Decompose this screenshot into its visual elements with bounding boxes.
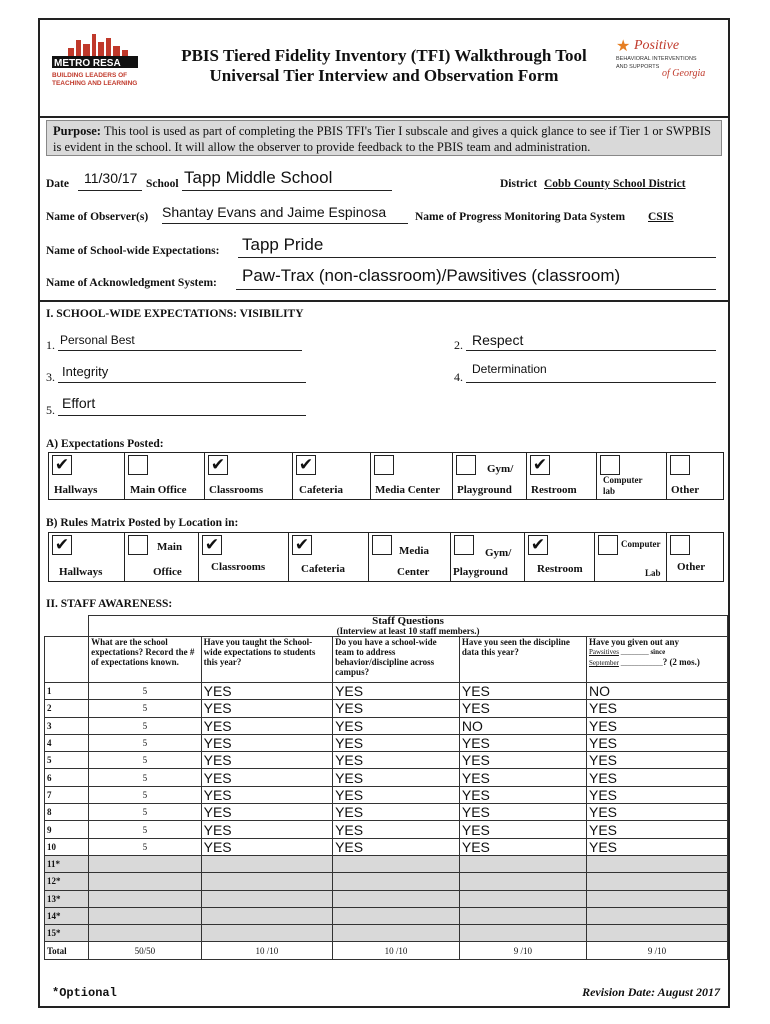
table-row [45, 786, 728, 803]
posted-computer-lab[interactable] [597, 453, 667, 499]
optional-cell[interactable] [333, 855, 460, 872]
matrix-label: Other [677, 561, 706, 573]
expectation-item-4 [454, 370, 463, 385]
taught-answer[interactable]: YES [201, 786, 332, 803]
taught-answer[interactable]: YES [201, 821, 332, 838]
checkbox[interactable]: ✔ [292, 535, 312, 555]
col-header-discipline: Have you seen the discipline data this year? [459, 637, 586, 683]
expectations-known[interactable]: 5 [89, 683, 202, 700]
col5-tail: ? (2 mos.) [662, 657, 700, 667]
taught-answer[interactable]: YES [201, 700, 332, 717]
matrix-label: Classrooms [211, 561, 266, 573]
logo-left-title: METRO RESA [54, 58, 121, 69]
expectations-value: Tapp Pride [242, 235, 324, 254]
taught-answer[interactable]: YES [201, 838, 332, 855]
matrix-label-line2: Lab [645, 568, 661, 578]
posted-hallways[interactable] [49, 453, 125, 499]
matrix-cafeteria[interactable] [289, 533, 369, 581]
team-answer[interactable]: YES [333, 752, 460, 769]
row-num-header [45, 637, 89, 683]
optional-cell[interactable] [89, 873, 202, 890]
taught-answer[interactable]: YES [201, 752, 332, 769]
discipline-answer[interactable]: YES [459, 838, 586, 855]
posted-label: Main Office [130, 484, 187, 496]
discipline-answer[interactable]: YES [459, 786, 586, 803]
purpose-label: Purpose: [53, 124, 101, 138]
expectations-known[interactable]: 5 [89, 717, 202, 734]
checkbox[interactable] [456, 455, 476, 475]
total-row [45, 942, 728, 959]
matrix-label-line2: Playground [453, 566, 508, 578]
staff-questions-table [44, 615, 728, 960]
table-row [45, 717, 728, 734]
matrix-classrooms[interactable] [199, 533, 289, 581]
optional-row [45, 890, 728, 907]
posted-label: Gym/ [487, 463, 514, 475]
optional-cell[interactable] [201, 873, 332, 890]
discipline-answer[interactable]: YES [459, 752, 586, 769]
optional-row [45, 907, 728, 924]
expectations-known[interactable]: 5 [89, 752, 202, 769]
optional-cell[interactable] [89, 890, 202, 907]
given-out-answer[interactable]: YES [587, 717, 728, 734]
row-number[interactable]: 5 [45, 752, 89, 769]
purpose-text: This tool is used as part of completing the PBIS TFI's Tier I subscale and gives a quick glance to see if Tier 1 or SWPBIS is evident in the school. It will allow the observer to provide feedback to the PBIS team and administration. [53, 124, 712, 154]
optional-row [45, 873, 728, 890]
matrix-label: Computer [621, 539, 661, 549]
checkbox[interactable]: ✔ [528, 535, 548, 555]
total-team: 10 /10 [333, 942, 460, 959]
expectation-num: 3. [46, 370, 55, 384]
form-subtitle: Universal Tier Interview and Observation Form [209, 66, 559, 85]
total-label: Total [45, 942, 89, 959]
expectation-item-2 [454, 338, 463, 353]
posted-restroom[interactable] [527, 453, 597, 499]
observer-value: Shantay Evans and Jaime Espinosa [162, 204, 387, 220]
team-answer[interactable]: YES [333, 734, 460, 751]
school-label: School [146, 178, 179, 190]
table-row [45, 769, 728, 786]
row-number: 11* [45, 855, 89, 872]
pm-label: Name of Progress Monitoring Data System [415, 211, 626, 223]
star-icon: ★ [616, 38, 631, 55]
posted-label: Hallways [54, 484, 98, 496]
checkbox[interactable] [128, 535, 148, 555]
expectation-field-4[interactable] [466, 362, 716, 383]
col5-line2: Pawsitives ________ since [589, 648, 666, 656]
table-row [45, 700, 728, 717]
matrix-computer-lab[interactable] [595, 533, 667, 581]
optional-rows [45, 855, 728, 941]
date-value: 11/30/17 [84, 170, 138, 186]
given-out-answer[interactable]: NO [587, 683, 728, 700]
table-title-row [45, 616, 728, 637]
discipline-answer[interactable]: YES [459, 769, 586, 786]
date-field[interactable] [78, 170, 142, 191]
matrix-media-center[interactable] [369, 533, 451, 581]
matrix-main-office[interactable] [125, 533, 199, 581]
table-subtitle: (Interview at least 10 staff members.) [336, 626, 480, 636]
matrix-label-line2: Center [397, 566, 430, 578]
row-number[interactable]: 9 [45, 821, 89, 838]
matrix-gym-playground[interactable] [451, 533, 525, 581]
total-expectations: 50/50 [89, 942, 202, 959]
taught-answer[interactable]: YES [201, 769, 332, 786]
date-label: Date [46, 178, 69, 190]
col-header-taught: Have you taught the School-wide expectations to students this year? [201, 637, 332, 683]
table-row [45, 838, 728, 855]
expectation-field-1[interactable] [58, 333, 302, 351]
expectations-label: Name of School-wide Expectations: [46, 245, 220, 257]
row-number[interactable]: 8 [45, 804, 89, 821]
row-number[interactable]: 7 [45, 786, 89, 803]
checkbox[interactable] [598, 535, 618, 555]
checkbox[interactable]: ✔ [52, 455, 72, 475]
school-value: Tapp Middle School [184, 168, 333, 187]
matrix-grid [48, 532, 724, 582]
discipline-answer[interactable]: YES [459, 821, 586, 838]
team-answer[interactable]: YES [333, 821, 460, 838]
matrix-other[interactable] [667, 533, 722, 581]
expectation-value-3: Integrity [62, 364, 109, 379]
staff-questions-title [89, 616, 728, 637]
row-number: 14* [45, 907, 89, 924]
posted-classrooms[interactable] [205, 453, 293, 499]
row-number[interactable]: 3 [45, 717, 89, 734]
logo-right-line3: of Georgia [662, 68, 706, 79]
given-out-answer[interactable]: YES [587, 752, 728, 769]
col5-since: since [650, 648, 666, 656]
optional-cell[interactable] [587, 925, 728, 942]
total-given-out: 9 /10 [587, 942, 728, 959]
posted-label: Cafeteria [299, 484, 343, 496]
matrix-label: Media [399, 545, 429, 557]
matrix-label: Hallways [59, 566, 103, 578]
row-number[interactable]: 4 [45, 734, 89, 751]
district-label: District [500, 178, 538, 190]
col5-hand1: Pawsitives [589, 648, 619, 656]
checkbox[interactable] [600, 455, 620, 475]
given-out-answer[interactable]: YES [587, 821, 728, 838]
logo-right-title: Positive [634, 38, 680, 53]
expectation-item-3 [46, 370, 55, 385]
team-answer[interactable]: YES [333, 717, 460, 734]
checkbox[interactable] [374, 455, 394, 475]
optional-cell[interactable] [587, 890, 728, 907]
row-number[interactable]: 6 [45, 769, 89, 786]
matrix-label-line2: Office [153, 566, 182, 578]
expectations-known[interactable]: 5 [89, 804, 202, 821]
optional-cell[interactable] [201, 925, 332, 942]
optional-cell[interactable] [587, 873, 728, 890]
taught-answer[interactable]: YES [201, 683, 332, 700]
optional-cell[interactable] [89, 925, 202, 942]
optional-cell[interactable] [459, 890, 586, 907]
optional-cell[interactable] [459, 873, 586, 890]
expectations-known[interactable]: 5 [89, 734, 202, 751]
checkbox[interactable] [454, 535, 474, 555]
expectation-num: 4. [454, 370, 463, 384]
optional-cell[interactable] [587, 907, 728, 924]
posted-main-office[interactable] [125, 453, 205, 499]
col-header-expectations: What are the school expectations? Record the # of expectations known. [89, 637, 202, 683]
checkbox[interactable] [128, 455, 148, 475]
discipline-answer[interactable]: YES [459, 683, 586, 700]
expectation-num: 5. [46, 403, 55, 417]
col5-line3: September ____________? (2 mos.) [589, 657, 700, 667]
logo-left-tagline1: BUILDING LEADERS OF [52, 72, 128, 79]
observer-field[interactable] [162, 204, 408, 224]
checkbox[interactable]: ✔ [202, 535, 222, 555]
section-divider [40, 300, 728, 302]
matrix-label: Main [157, 541, 183, 553]
form-page [38, 18, 730, 1008]
checkbox[interactable]: ✔ [52, 535, 72, 555]
optional-cell[interactable] [459, 925, 586, 942]
total-taught: 10 /10 [201, 942, 332, 959]
posted-grid [48, 452, 724, 500]
expectations-known[interactable]: 5 [89, 786, 202, 803]
expectation-value-2: Respect [472, 332, 524, 348]
expectations-known[interactable]: 5 [89, 769, 202, 786]
expectations-known[interactable]: 5 [89, 838, 202, 855]
taught-answer[interactable]: YES [201, 734, 332, 751]
section1-title: I. SCHOOL-WIDE EXPECTATIONS: VISIBILITY [46, 308, 304, 320]
row-number: 12* [45, 873, 89, 890]
expectation-item-5 [46, 403, 55, 418]
optional-cell[interactable] [89, 907, 202, 924]
team-answer[interactable]: YES [333, 838, 460, 855]
district-value: Cobb County School District [544, 178, 686, 190]
given-out-answer[interactable]: YES [587, 734, 728, 751]
logo-left-tagline2: TEACHING AND LEARNING [52, 80, 138, 87]
expectation-field-3[interactable] [58, 364, 306, 383]
expectations-field[interactable] [238, 235, 716, 258]
optional-cell[interactable] [333, 890, 460, 907]
table-row [45, 821, 728, 838]
discipline-answer[interactable]: NO [459, 717, 586, 734]
row-number: 13* [45, 890, 89, 907]
form-header [40, 20, 728, 118]
checkbox[interactable] [670, 455, 690, 475]
section2-title: II. STAFF AWARENESS: [46, 598, 173, 610]
observer-label: Name of Observer(s) [46, 211, 149, 223]
checkbox[interactable] [670, 535, 690, 555]
matrix-restroom[interactable] [525, 533, 595, 581]
discipline-answer[interactable]: YES [459, 734, 586, 751]
optional-cell[interactable] [201, 890, 332, 907]
optional-cell[interactable] [201, 907, 332, 924]
posted-other[interactable] [667, 453, 722, 499]
matrix-hallways[interactable] [49, 533, 125, 581]
given-out-answer[interactable]: YES [587, 838, 728, 855]
team-answer[interactable]: YES [333, 769, 460, 786]
expectations-known[interactable]: 5 [89, 821, 202, 838]
expectation-num: 1. [46, 338, 55, 352]
optional-row [45, 925, 728, 942]
optional-cell[interactable] [459, 855, 586, 872]
given-out-answer[interactable]: YES [587, 804, 728, 821]
staff-rows [45, 683, 728, 856]
posted-title: A) Expectations Posted: [46, 438, 164, 450]
table-row [45, 804, 728, 821]
taught-answer[interactable]: YES [201, 804, 332, 821]
expectations-known[interactable]: 5 [89, 700, 202, 717]
total-discipline: 9 /10 [459, 942, 586, 959]
ack-value: Paw-Trax (non-classroom)/Pawsitives (classroom) [242, 266, 621, 285]
col5-line1: Have you given out any [589, 637, 680, 647]
row-number[interactable]: 1 [45, 683, 89, 700]
team-answer[interactable]: YES [333, 683, 460, 700]
optional-cell[interactable] [459, 907, 586, 924]
table-row [45, 734, 728, 751]
checkbox[interactable] [372, 535, 392, 555]
row-number[interactable]: 10 [45, 838, 89, 855]
matrix-label: Restroom [537, 563, 583, 575]
optional-note: *Optional [52, 986, 117, 1000]
posted-gym-playground[interactable] [453, 453, 527, 499]
optional-row [45, 855, 728, 872]
ack-field[interactable] [236, 266, 716, 290]
expectation-num: 2. [454, 338, 463, 352]
revision-date: Revision Date: August 2017 [582, 985, 720, 999]
table-row [45, 683, 728, 700]
matrix-label: Cafeteria [301, 563, 345, 575]
logo-right-line1: BEHAVIORAL INTERVENTIONS [616, 56, 697, 62]
optional-cell[interactable] [333, 925, 460, 942]
team-answer[interactable]: YES [333, 786, 460, 803]
optional-cell[interactable] [201, 855, 332, 872]
table-title: Staff Questions [372, 615, 444, 627]
matrix-label: Gym/ [485, 547, 512, 559]
row-number: 15* [45, 925, 89, 942]
team-answer[interactable]: YES [333, 804, 460, 821]
ack-label: Name of Acknowledgment System: [46, 277, 217, 289]
table-header-row [45, 637, 728, 683]
col-header-given-out [587, 637, 728, 683]
posted-label: Other [671, 484, 700, 496]
optional-cell[interactable] [333, 907, 460, 924]
posted-label: Media Center [375, 484, 441, 496]
posted-label: Classrooms [209, 484, 264, 496]
matrix-title: B) Rules Matrix Posted by Location in: [46, 517, 239, 529]
posted-label-line2: Playground [457, 484, 512, 496]
col-header-team: Do you have a school-wide team to address behavior/discipline across campus? [333, 637, 460, 683]
expectation-value-1: Personal Best [60, 333, 135, 347]
logo-right-line2: AND SUPPORTS [616, 64, 660, 70]
given-out-answer[interactable]: YES [587, 786, 728, 803]
metro-resa-logo [50, 30, 140, 90]
optional-cell[interactable] [333, 873, 460, 890]
posted-cafeteria[interactable] [293, 453, 371, 499]
row-number[interactable]: 2 [45, 700, 89, 717]
checkbox[interactable]: ✔ [208, 455, 228, 475]
discipline-answer[interactable]: YES [459, 700, 586, 717]
team-answer[interactable]: YES [333, 700, 460, 717]
col5-hand2: September [589, 659, 619, 667]
pbis-georgia-logo [616, 34, 716, 94]
purpose-box [46, 120, 722, 156]
posted-label: Computer [603, 475, 643, 485]
posted-label-line2: lab [603, 486, 616, 496]
checkbox[interactable]: ✔ [530, 455, 550, 475]
expectation-field-2[interactable] [466, 332, 716, 351]
posted-label: Restroom [531, 484, 577, 496]
optional-cell[interactable] [89, 855, 202, 872]
posted-media-center[interactable] [371, 453, 453, 499]
expectation-value-5: Effort [62, 395, 96, 411]
form-title: PBIS Tiered Fidelity Inventory (TFI) Walkthrough Tool [181, 46, 587, 65]
table-row [45, 752, 728, 769]
taught-answer[interactable]: YES [201, 717, 332, 734]
pm-value: CSIS [648, 211, 674, 223]
expectation-item-1 [46, 338, 55, 353]
expectation-field-5[interactable] [58, 395, 306, 416]
given-out-answer[interactable]: YES [587, 769, 728, 786]
school-field[interactable] [182, 168, 392, 191]
optional-cell[interactable] [587, 855, 728, 872]
given-out-answer[interactable]: YES [587, 700, 728, 717]
expectation-value-4: Determination [472, 362, 547, 376]
discipline-answer[interactable]: YES [459, 804, 586, 821]
checkbox[interactable]: ✔ [296, 455, 316, 475]
